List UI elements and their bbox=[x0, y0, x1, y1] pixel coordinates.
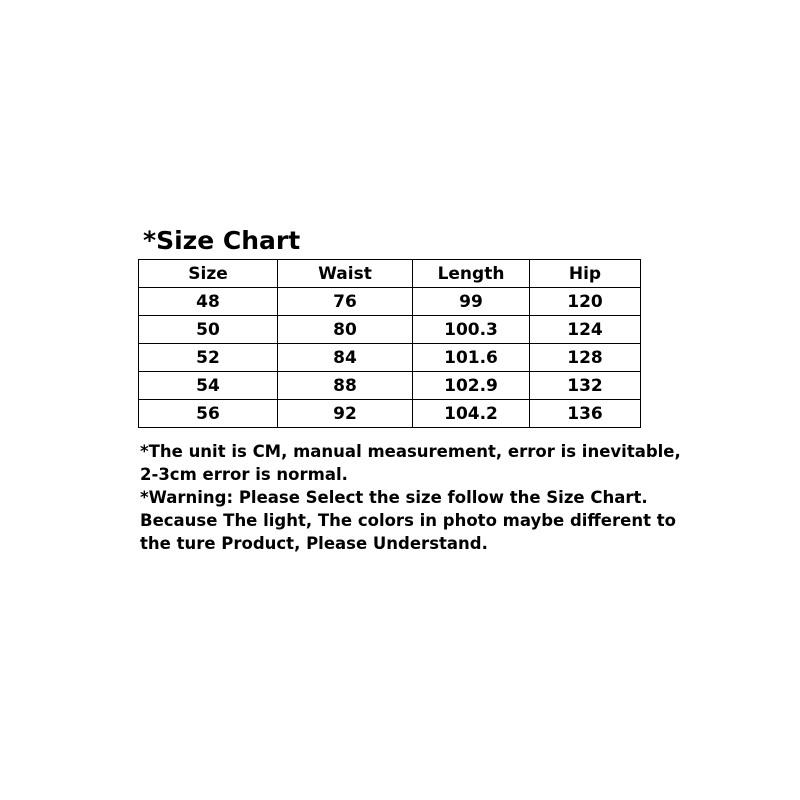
table-header-row bbox=[139, 260, 641, 288]
column-header-size: Size bbox=[139, 260, 278, 288]
cell-waist: 88 bbox=[278, 372, 413, 400]
column-header-hip: Hip bbox=[530, 260, 641, 288]
cell-length: 104.2 bbox=[413, 400, 530, 428]
cell-length: 102.9 bbox=[413, 372, 530, 400]
cell-waist: 84 bbox=[278, 344, 413, 372]
page-title: *Size Chart bbox=[143, 226, 301, 255]
cell-hip: 124 bbox=[530, 316, 641, 344]
column-header-length: Length bbox=[413, 260, 530, 288]
cell-size: 52 bbox=[139, 344, 278, 372]
cell-length: 101.6 bbox=[413, 344, 530, 372]
cell-waist: 76 bbox=[278, 288, 413, 316]
table-row bbox=[139, 288, 641, 316]
cell-length: 99 bbox=[413, 288, 530, 316]
color-note: Because The light, The colors in photo maybe different to bbox=[140, 511, 676, 530]
cell-hip: 132 bbox=[530, 372, 641, 400]
unit-note: *The unit is CM, manual measurement, error is inevitable, bbox=[140, 442, 681, 461]
size-chart-table bbox=[138, 259, 641, 428]
cell-hip: 128 bbox=[530, 344, 641, 372]
table-row bbox=[139, 316, 641, 344]
cell-size: 56 bbox=[139, 400, 278, 428]
cell-size: 48 bbox=[139, 288, 278, 316]
cell-hip: 120 bbox=[530, 288, 641, 316]
size-notes bbox=[140, 440, 681, 555]
cell-waist: 80 bbox=[278, 316, 413, 344]
error-note: 2-3cm error is normal. bbox=[140, 465, 348, 484]
cell-size: 50 bbox=[139, 316, 278, 344]
table-row bbox=[139, 344, 641, 372]
color-note-continued: the ture Product, Please Understand. bbox=[140, 534, 488, 553]
table-row bbox=[139, 400, 641, 428]
warning-note: *Warning: Please Select the size follow the Size Chart. bbox=[140, 488, 648, 507]
cell-waist: 92 bbox=[278, 400, 413, 428]
cell-length: 100.3 bbox=[413, 316, 530, 344]
cell-size: 54 bbox=[139, 372, 278, 400]
cell-hip: 136 bbox=[530, 400, 641, 428]
column-header-waist: Waist bbox=[278, 260, 413, 288]
table-row bbox=[139, 372, 641, 400]
